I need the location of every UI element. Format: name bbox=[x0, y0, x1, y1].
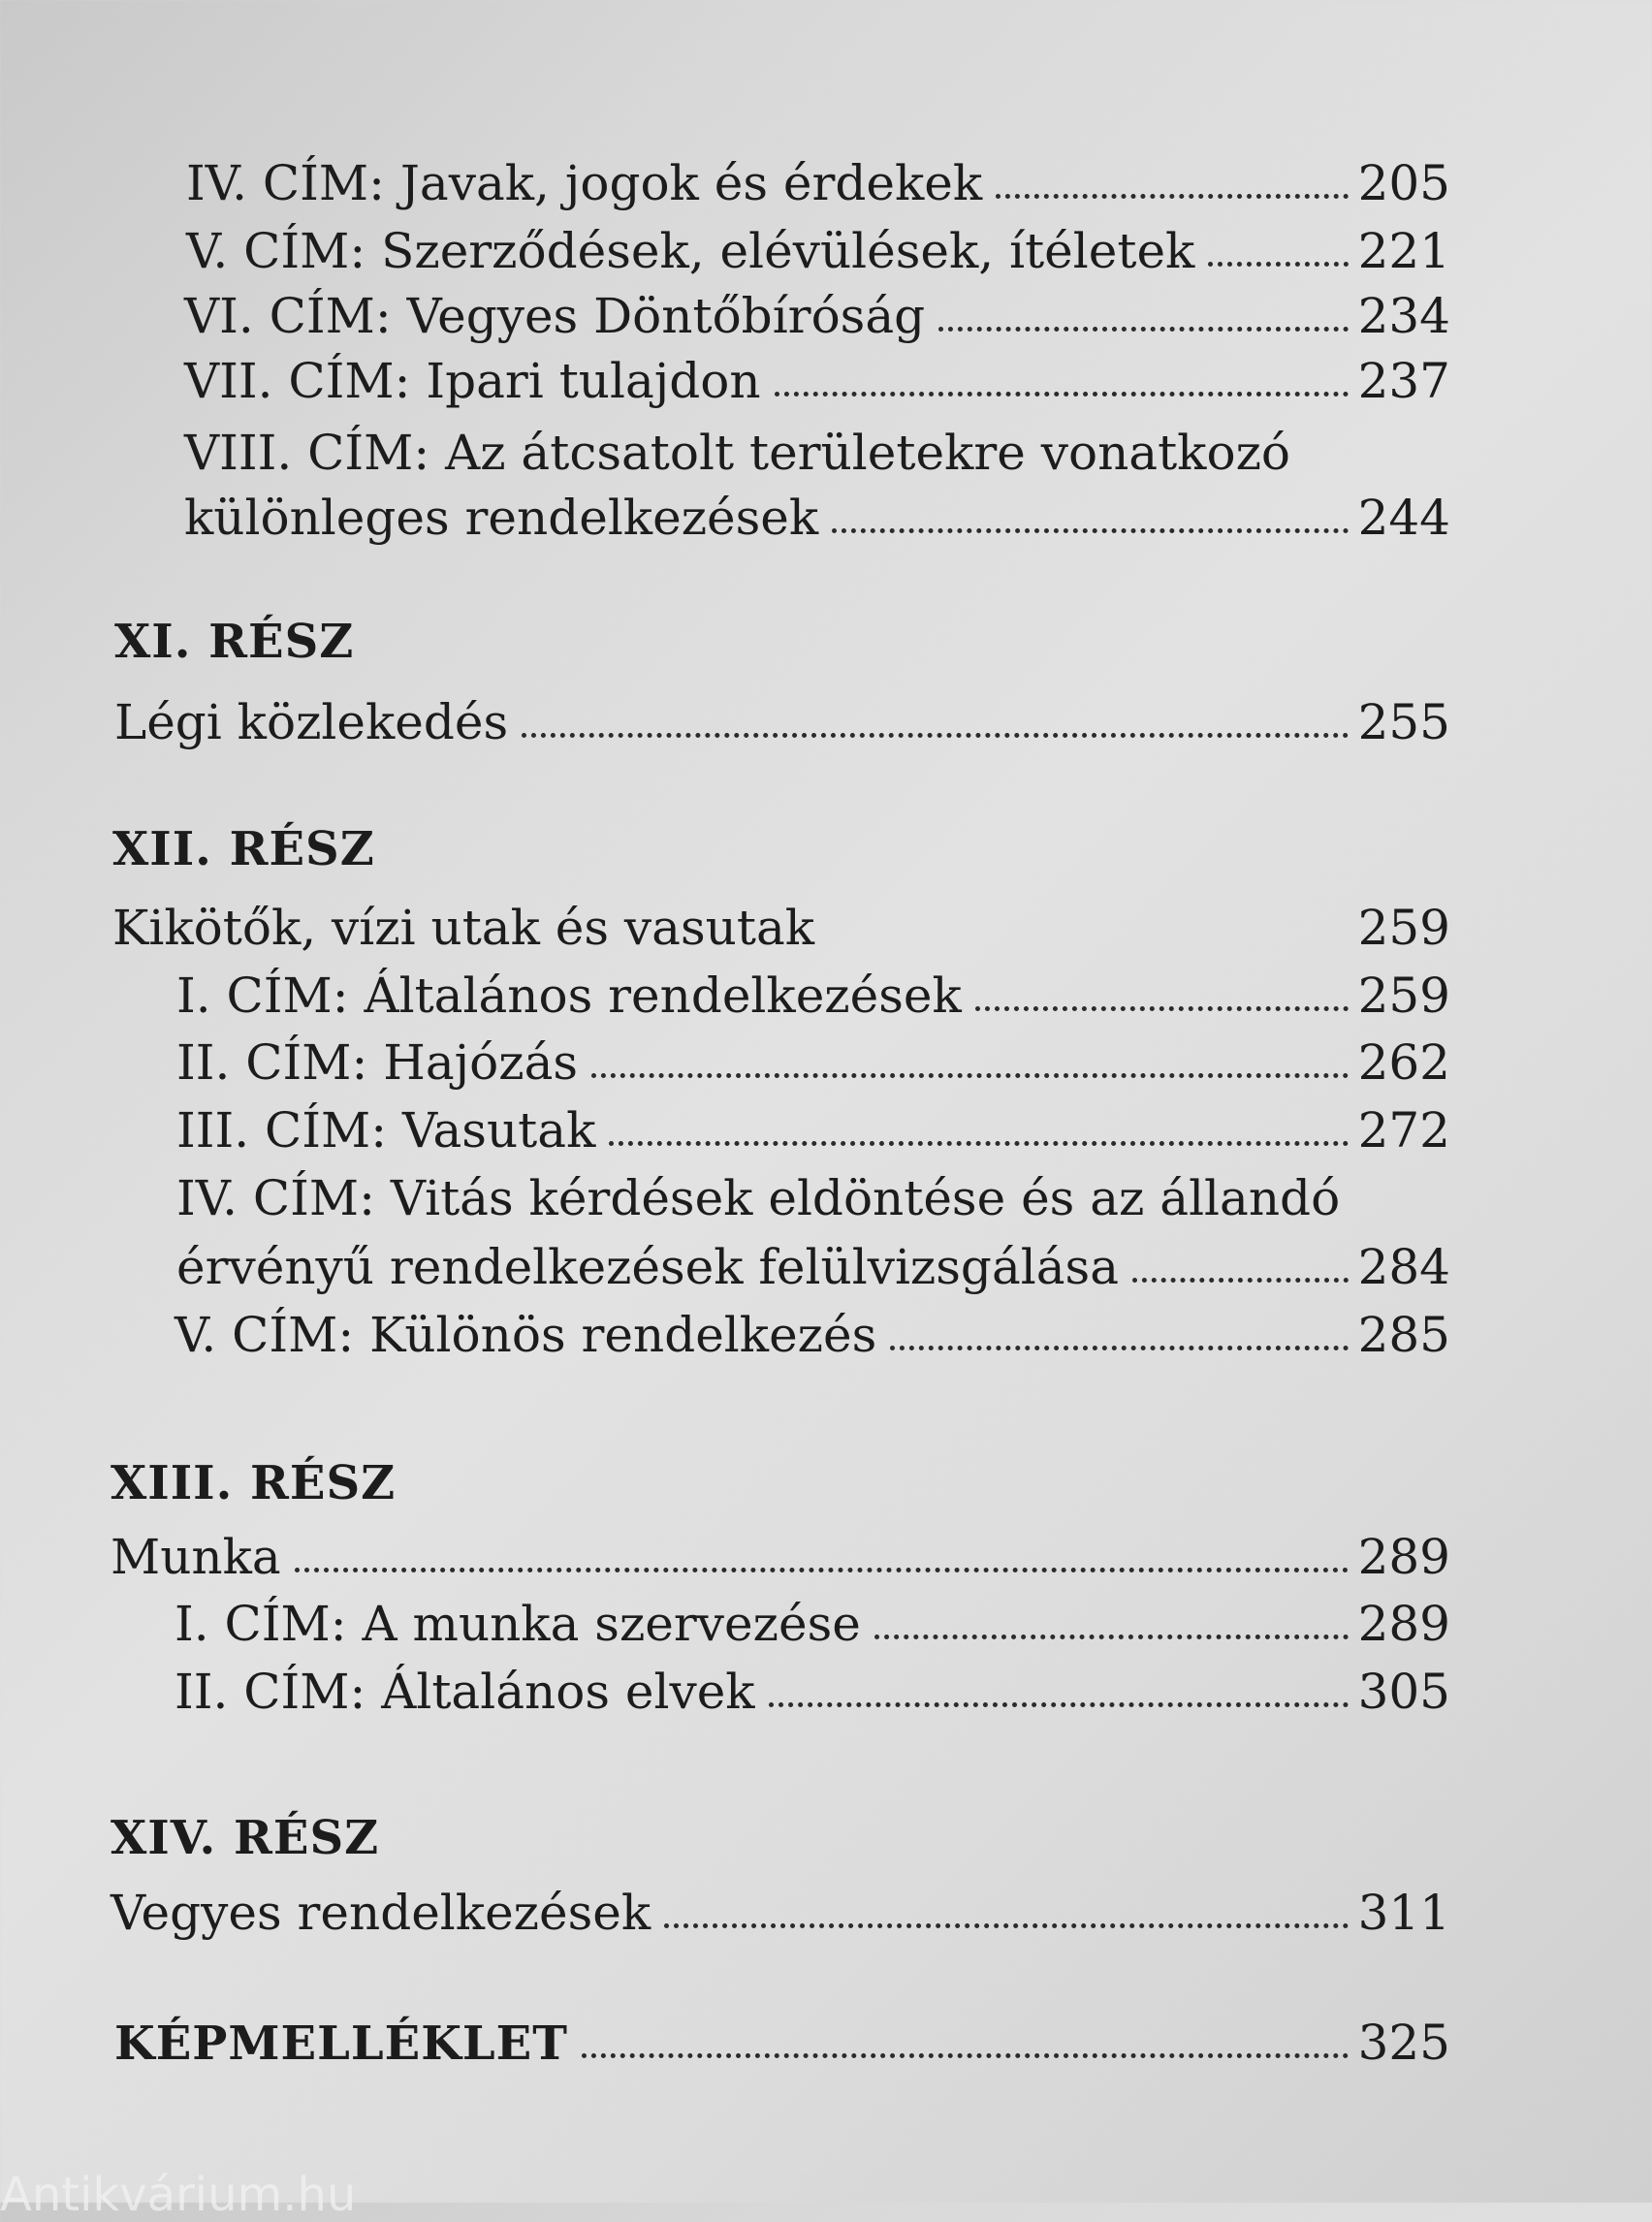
part-heading: XII. RÉSZ bbox=[112, 822, 375, 876]
toc-entry-title: IV. CÍM: Javak, jogok és érdekek bbox=[186, 155, 983, 211]
toc-entry bbox=[175, 1654, 1450, 1720]
toc-entry-line1 bbox=[184, 415, 1450, 481]
toc-entry bbox=[111, 1875, 1450, 1941]
dot-leader bbox=[874, 1635, 1349, 1639]
toc-entry bbox=[186, 145, 1450, 211]
dot-leader bbox=[890, 1346, 1348, 1350]
dot-leader bbox=[996, 194, 1348, 199]
toc-entry-page: 234 bbox=[1357, 288, 1450, 344]
part-heading: XIV. RÉSZ bbox=[111, 1811, 380, 1865]
dot-leader bbox=[609, 1141, 1348, 1146]
dot-leader bbox=[832, 528, 1348, 533]
toc-entry-page: 311 bbox=[1357, 1885, 1450, 1941]
toc-entry-page: 259 bbox=[1357, 968, 1450, 1024]
part-heading: XIII. RÉSZ bbox=[111, 1456, 397, 1510]
toc-entry bbox=[184, 278, 1450, 344]
toc-entry-page: 237 bbox=[1357, 353, 1450, 409]
toc-entry-title: I. CÍM: A munka szervezése bbox=[175, 1596, 861, 1652]
dot-leader bbox=[1132, 1278, 1349, 1283]
toc-entry bbox=[184, 343, 1450, 409]
dot-leader bbox=[769, 1702, 1349, 1707]
toc-entry bbox=[176, 1025, 1450, 1091]
toc-entry-title: Légi közlekedés bbox=[114, 694, 509, 750]
toc-entry-title: Munka bbox=[111, 1529, 281, 1585]
dot-leader bbox=[582, 2053, 1349, 2058]
toc-entry bbox=[176, 1229, 1450, 1295]
toc-entry-line1 bbox=[176, 1160, 1450, 1226]
toc-entry-title: II. CÍM: Hajózás bbox=[176, 1034, 579, 1091]
toc-entry-page: 289 bbox=[1357, 1529, 1450, 1585]
toc-entry-page: 285 bbox=[1357, 1307, 1450, 1363]
toc-entry-title: VII. CÍM: Ipari tulajdon bbox=[184, 353, 761, 409]
toc-entry-title: II. CÍM: Általános elvek bbox=[175, 1664, 755, 1720]
toc-entry-page: 259 bbox=[1357, 900, 1450, 956]
toc-entry bbox=[176, 958, 1450, 1024]
toc-entry-title: különleges rendelkezések bbox=[184, 490, 819, 546]
toc-entry-page: 284 bbox=[1357, 1239, 1450, 1295]
toc-entry-page: 325 bbox=[1357, 2015, 1450, 2071]
toc-entry-title: Kikötők, vízi utak és vasutak bbox=[112, 900, 815, 956]
dot-leader bbox=[938, 327, 1348, 332]
watermark: Antikvárium.hu bbox=[0, 2168, 357, 2222]
toc-entry-page: 244 bbox=[1357, 490, 1450, 546]
toc-entry-page: 255 bbox=[1357, 694, 1450, 750]
toc-entry-title: érvényű rendelkezések felülvizsgálása bbox=[176, 1239, 1120, 1295]
toc-entry-page: 221 bbox=[1357, 223, 1450, 279]
toc-entry-page: 305 bbox=[1357, 1664, 1450, 1720]
toc-entry-title: VIII. CÍM: Az átcsatolt területekre vonatkozó bbox=[184, 425, 1291, 481]
toc-entry bbox=[186, 213, 1450, 279]
dot-leader bbox=[295, 1568, 1349, 1572]
dot-leader bbox=[522, 733, 1348, 738]
toc-entry-page: 262 bbox=[1357, 1034, 1450, 1091]
toc-entry-title: V. CÍM: Szerződések, elévülések, ítéletek bbox=[186, 223, 1195, 279]
toc-entry bbox=[175, 1297, 1450, 1363]
toc-entry-page: 272 bbox=[1357, 1102, 1450, 1159]
dot-leader bbox=[591, 1073, 1349, 1078]
toc-entry-title: VI. CÍM: Vegyes Döntőbíróság bbox=[184, 288, 926, 344]
toc-entry-kepmelleklet bbox=[114, 2005, 1450, 2071]
toc-entry bbox=[112, 890, 1450, 956]
toc-entry-title: Vegyes rendelkezések bbox=[111, 1885, 651, 1941]
part-heading: XI. RÉSZ bbox=[114, 615, 355, 669]
toc-entry-title: KÉPMELLÉKLET bbox=[114, 2016, 568, 2071]
dot-leader bbox=[1208, 262, 1348, 267]
toc-entry-title: IV. CÍM: Vitás kérdések eldöntése és az állandó bbox=[176, 1170, 1341, 1226]
dot-leader bbox=[664, 1923, 1348, 1928]
toc-entry bbox=[111, 1519, 1450, 1585]
dot-leader bbox=[775, 392, 1349, 397]
toc-entry-page: 205 bbox=[1357, 155, 1450, 211]
toc-entry bbox=[184, 480, 1450, 546]
toc-entry-title: V. CÍM: Különös rendelkezés bbox=[175, 1307, 877, 1363]
toc-entry bbox=[175, 1586, 1450, 1652]
toc-entry bbox=[114, 684, 1450, 750]
dot-leader bbox=[975, 1006, 1349, 1011]
toc-entry bbox=[176, 1093, 1450, 1159]
toc-entry-page: 289 bbox=[1357, 1596, 1450, 1652]
toc-entry-title: I. CÍM: Általános rendelkezések bbox=[176, 968, 962, 1024]
toc-entry-title: III. CÍM: Vasutak bbox=[176, 1102, 596, 1159]
